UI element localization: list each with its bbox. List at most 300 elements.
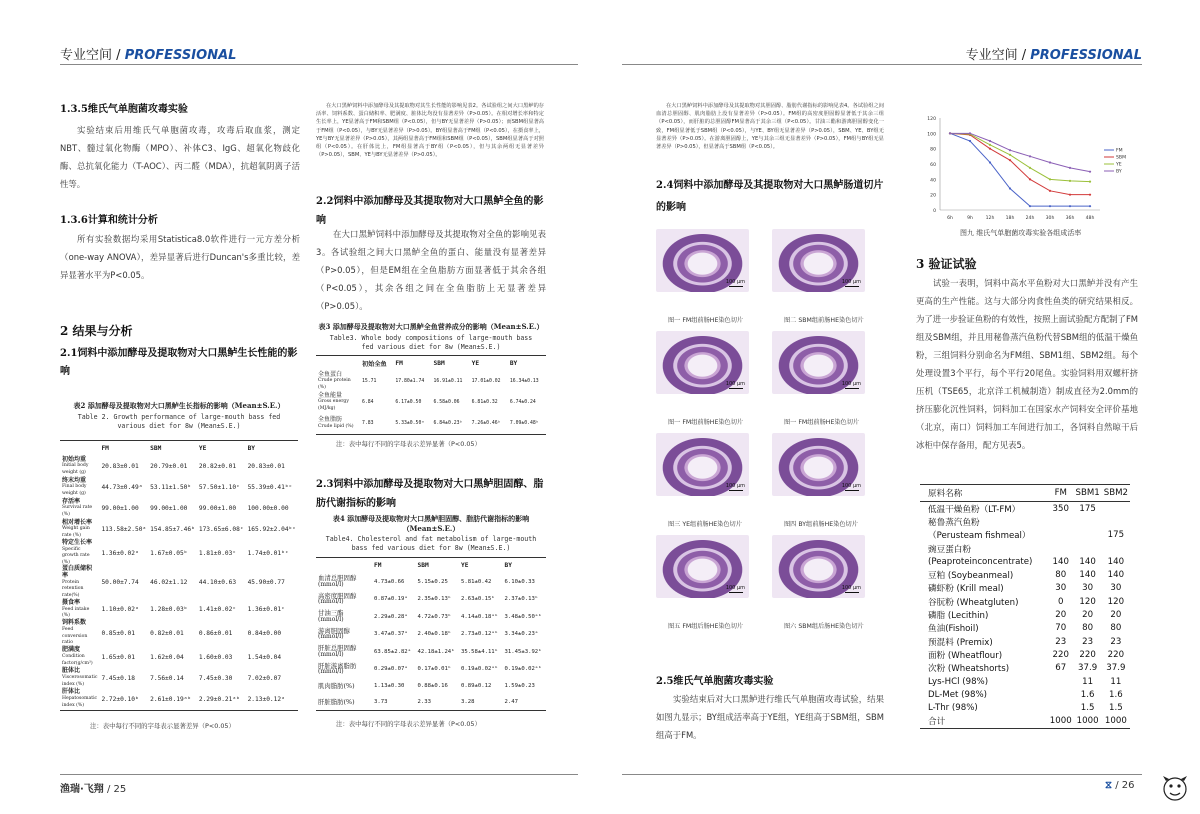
data-point [1089,181,1091,183]
row-label-cn: 肝体比 [62,688,81,696]
table-cell [1048,542,1073,555]
table-5-col: 原料名称 [928,489,963,499]
table-cell: 120 [1107,596,1125,607]
table-cell: 165.92±2.04ᵇᶜ [247,526,296,533]
table-cell: 2.33 [417,699,431,705]
table-cell: 0 [1058,596,1064,607]
table-cell: 1.54±0.04 [247,653,282,661]
row-label-cn: 终末均重 [62,476,87,484]
table-cell: 57.50±1.10ᶜ [198,484,240,491]
table-3-col: FM [395,360,403,367]
table-cell: 140 [1107,556,1125,567]
table-cell: 5.33±0.50ᵃ [395,421,425,426]
data-point [1069,205,1071,207]
row-label-unit: (mmol/l) [318,580,344,588]
data-point [1069,194,1071,196]
intestine-section-image [772,535,865,598]
photo-caption: 图五 FM组后肠HE染色切片 [668,623,744,630]
table-cell: 20 [1082,610,1094,621]
row-label-en: Feed conversion ratio [62,626,88,646]
table-row [920,635,1130,648]
table-row [920,608,1130,621]
table-cell: 4.72±0.73ᵇ [417,613,452,620]
table-row-label [316,608,372,626]
ingredient-name: 面粉 (Wheatflour) [928,650,1003,661]
table-cell: 20 [1055,610,1067,621]
table-cell: 7.45±0.18 [101,674,135,682]
header-right-sep: / [1021,48,1027,63]
table-cell: 1.81±0.03ᶜ [198,549,237,557]
table-cell: 46.02±1.12 [150,579,188,587]
table-row [920,502,1130,516]
data-point [969,140,971,142]
y-tick-label: 80 [930,147,936,153]
table-row [60,566,298,599]
table-cell: 173.65±6.08ᶜ [198,526,244,533]
table-row [920,622,1130,635]
page-number-right: / 26 [1115,780,1135,791]
table-cell: 2.37±0.13ᵇ [504,596,539,603]
table-cell: 2.73±0.12ᵃᵇ [461,631,499,638]
table-cell: 23 [1055,636,1067,647]
row-label-cn: 全鱼蛋白 [318,370,343,378]
table-row-label [60,498,99,519]
table-cell: 140 [1079,570,1096,581]
table-cell: 30 [1110,583,1122,594]
column-1 [60,100,300,381]
table-row-label [316,626,372,644]
intestine-section-image [656,535,749,598]
ingredient-name: （Perusteam fishmeal） [928,531,1031,542]
row-label-en: Viscerosomatic index (%) [62,674,98,687]
table-cell: 220 [1052,649,1069,660]
table-cell: 37.9 [1078,663,1098,674]
table-cell [1102,502,1130,516]
table-cell: 1000 [1104,716,1127,727]
table-cell: 50.00±7.74 [101,579,139,587]
scale-label: 100 μm [725,279,745,285]
header-rule-right [622,64,1142,65]
table-cell: 16.91±0.11 [433,379,463,384]
table-row-label [316,371,360,392]
table-cell: 1.5 [1109,703,1123,714]
table-cell: 3.28 [461,699,475,705]
table-cell: 350 [1052,503,1069,514]
intestine-section-image [772,331,865,394]
table-row-label [60,620,99,646]
table-cell: 7.83 [362,421,374,426]
x-tick-label: 36h [1065,216,1075,221]
table-row-label [60,477,99,498]
ingredient-name: 磷虾粉 (Krill meal) [928,584,1004,595]
table-cell: 99.00±1.00 [150,505,188,512]
scale-label: 100 μm [725,483,745,489]
scale-bar [729,286,743,287]
section-1-3-6-title: 1.3.6计算和统计分析 [60,215,158,226]
table-cell: 23 [1110,636,1122,647]
data-point [1069,180,1071,182]
survival-chart-svg [918,110,1140,232]
table-cell: 1.28±0.03ᵇ [150,606,188,614]
scale-label: 100 μm [725,585,745,591]
section-3-text: 试验一表明，饲料中高水平鱼粉对大口黑鲈并没有产生更高的生产性能。这与大部分肉食性鱼类的研究结果相反。为了进一步验证鱼粉的有效性，按照上面试验配方配制了FM组及SBM组，并且用秘鲁蒸汽鱼粉代替SBM组的低温干燥鱼粉，三组饲料分别命名为FM组、SBM1组、SBM2组。每个处理设置3个平行，每个平行20尾鱼。实验饲料用双螺杆挤压机（TSE65，北京洋工机械制造）制成直径为2.0mm的挤压膨化沉性饲料，饲料加工在国家水产饲料安全评价基地（北京，南口）饲料加工车间进行加工，各饲料自然晾干后冰柜中保存备用，配方见表5。 [916,278,1138,450]
scale-bar [729,592,743,593]
table-cell: 0.87±0.19ᵃ [374,596,408,603]
legend-label: BY [1116,169,1122,175]
data-point [1029,167,1031,169]
section-2-5-title: 2.5维氏气单胞菌攻毒实验 [656,676,774,687]
table-row [316,573,546,591]
table-cell: 44.10±0.63 [198,579,237,587]
row-label-cn: 蛋白质储积率 [62,565,93,579]
table-row-label [316,591,372,609]
table-cell: 55.39±0.41ᵇᶜ [247,484,293,491]
data-point [989,148,991,150]
table-row [60,689,298,710]
table-cell: 17.01±0.02 [471,379,501,384]
table-2-grid [60,441,298,710]
row-label-unit: (mmol/l) [318,598,344,606]
section-1-3-5-text: 实验结束后用维氏气单胞菌攻毒，攻毒后取血浆，测定NBT、髓过氧化物酶（MPO）、补体C3、IgG、超氧化物歧化酶、总抗氧化能力（T-AOC）、丙二醛（MDA），抗超氧阴离子活性等。 [60,125,300,189]
table-cell: 154.85±7.46ᵇ [150,526,195,533]
row-label-cn: 高密度胆固醇 [318,591,357,600]
scale-label: 100 μm [841,483,861,489]
section-2-3-title: 2.3饲料中添加酵母及提取物对大口黑鲈胆固醇、脂肪代谢指标的影响 [316,479,544,509]
table-row-label [60,647,99,668]
table-row [316,661,546,679]
table-cell: 45.90±0.77 [247,579,285,587]
table-cell: 0.19±0.02ᵃᵇ [461,666,499,673]
y-tick-label: 40 [930,178,936,184]
data-point [1029,178,1031,180]
table-row [60,540,298,566]
row-label-cn: 初始均重 [62,455,87,463]
table-cell: 1.6 [1109,689,1123,700]
table-cell: 1000 [1076,716,1099,727]
header-right-cn: 专业空间 [965,48,1018,63]
intestine-section-image [772,433,865,496]
row-label-en: Final body weight (g) [62,484,87,496]
column-3-top-text: 在大口黑鲈饲料中添加酵母及其提取物对其胆固醇、脂肪代谢指标的影响见表4。各试验组之间血清总胆固醇、肌肉脂肪上没有显著差异（P>0.05）。FM组的高密度胆固醇显著低于其余三组（P<0.05），而肝脏的总胆固醇FM显著高于其余三组（P<0.05）。甘油三酯和游离胆固醇变化一致，FM组显著低于SBM组（P<0.05），与YE、BY组无显著差异（P>0.05），SBM、YE、BY组无显著差异（P>0.05）。在游离胆固醇上，YE与其余三组无显著差异（P>0.05），FM组与BY组无显著差异（P>0.05），但显著高于SBM组（P<0.05）。 [656,103,884,151]
table-4 [316,514,546,728]
row-label-en: Specific growth rate (%) [62,546,90,565]
table-cell: 6.17±0.50 [395,400,422,405]
scale-label: 100 μm [725,381,745,387]
y-tick-label: 20 [930,193,936,199]
table-cell: 1.67±0.05ᵇ [150,549,188,557]
table-cell: 220 [1107,649,1125,660]
table-row [920,568,1130,581]
ingredient-name: 低温干燥鱼粉（LT-FM） [928,504,1021,515]
table-5 [920,484,1130,729]
table-cell: 2.29±0.28ᵃ [374,613,408,620]
table-cell: 140 [1079,556,1096,567]
table-cell: 3.48±0.50ᵃᵇ [504,613,542,620]
table-cell: 1.74±0.01ᵇᶜ [247,549,289,557]
section-2-4-title: 2.4饲料中添加酵母及其提取物对大口黑鲈肠道切片的影响 [656,180,884,213]
table-cell: 30 [1055,583,1067,594]
table-4-grid [316,557,546,710]
scale-label: 100 μm [841,279,861,285]
logo-icon: ⧖ [1105,780,1113,791]
table-cell: 175 [1107,530,1125,541]
y-tick-label: 60 [930,163,936,168]
intestine-section-image [656,229,749,292]
table-row [316,678,546,694]
table-3 [316,322,546,448]
y-tick-label: 100 [927,132,936,138]
footer-rule-left [60,774,578,775]
row-label-en: Weight gain rate (%) [62,526,90,538]
photo-caption: 图三 YE组前肠HE染色切片 [668,521,742,528]
intestine-section-image [656,331,749,394]
row-label-cn: 血清总胆固醇 [318,574,357,583]
intestine-section-image [656,433,749,496]
table-2-caption: 表2 添加酵母及提取物对大口黑鲈生长指标的影响（Mean±S.E.） [73,401,285,410]
table-2-col: BY [247,445,256,452]
row-label-cn: 肥满度 [62,646,81,654]
photo-caption: 图四 BY组前肠HE染色切片 [784,521,858,528]
data-point [1089,171,1091,173]
table-row-label [60,668,99,689]
table-row [920,529,1130,542]
table-cell: 20 [1110,610,1122,621]
ingredient-name: DL-Met (98%) [928,689,987,700]
table-4-caption-en: Table4. Cholesterol and fat metabolism of large-mouth bass fed various diet for 8w (Mean±S.E.) [325,535,537,552]
table-cell: 20.83±0.01 [101,463,139,470]
table-row [920,715,1130,728]
x-tick-label: 18h [1005,216,1015,221]
table-row-label [60,519,99,540]
x-tick-label: 24h [1025,216,1035,221]
row-label-en: Gross energy (MJ/kg) [318,399,349,411]
table-cell: 44.73±0.49ᵃ [101,484,143,491]
table-row [316,591,546,609]
table-cell: 140 [1107,570,1125,581]
ingredient-name: 次粉 (Wheatshorts) [928,664,1010,675]
footer-brand: 渔瑞·飞翔 [60,784,104,795]
table-cell: 6.84±0.23ᵇ [433,421,463,426]
table-cell: 1.5 [1080,703,1095,714]
y-tick-label: 0 [933,209,936,214]
header-right [966,44,1142,63]
table-row [920,582,1130,595]
table-row-label [316,678,372,694]
table-cell: 30 [1082,583,1094,594]
table-cell: 2.35±0.13ᵇ [417,596,452,603]
data-point [1089,205,1091,207]
data-point [989,144,991,146]
table-cell: 1.60±0.03 [198,653,233,661]
table-row [316,626,546,644]
table-cell: 0.17±0.01ᵇ [417,666,452,673]
table-row [60,647,298,668]
table-cell: 35.58±4.11ᵇ [461,648,499,655]
table-cell: 0.82±0.01 [150,630,184,638]
data-point [989,161,991,163]
table-cell: 0.88±0.16 [417,683,448,689]
ingredient-name: 豌豆蛋白粉 [928,544,971,555]
table-row [316,694,546,710]
intestine-section-image [772,229,865,292]
ingredient-name: 预混料 (Premix) [928,637,993,648]
figure-9-caption: 图九 维氏气单胞菌攻毒实验各组成活率 [960,229,1082,237]
table-row [316,371,546,392]
table-row [920,688,1130,701]
legend-label: FM [1116,148,1123,154]
header-left-sep: / [116,48,121,63]
table-cell: 7.56±0.14 [150,674,184,682]
data-point [989,140,991,142]
table-cell [1073,515,1101,528]
table-cell: 2.63±0.15ᵇ [461,596,495,603]
table-row [60,599,298,620]
table-cell [1048,701,1073,714]
ingredient-name: 秘鲁蒸汽鱼粉 [928,517,980,528]
table-row-label [316,661,372,679]
table-cell: 15.71 [362,379,377,384]
table-3-col: BY [509,360,518,367]
section-3-title: 3 验证试验 [916,257,977,271]
table-row [920,648,1130,661]
scale-label: 100 μm [841,585,861,591]
table-4-col: SBM [417,562,429,569]
ingredient-name: (Peaproteinconcentrate) [928,556,1033,567]
row-label-unit: (mmol/l) [318,615,344,623]
table-cell: 100.00±0.00 [247,505,289,512]
section-2-2-text: 在大口黑鲈饲料中添加酵母及其提取物对全鱼的影响见表3。各试验组之间大口黑鲈全鱼的蛋白、能量没有显著差异（P>0.05），但是EM组在全鱼脂肪方面显著低于其余各组（P<0.05），其余各组之间在全鱼脂肪上无显著差异（P>0.05）。 [316,229,546,311]
legend-label: SBM [1116,155,1127,161]
table-cell: 99.00±1.00 [101,505,139,512]
footer-left [60,780,126,795]
table-4-caption: 表4 添加酵母及提取物对大口黑鲈胆固醇、脂肪代谢指标的影响（Mean±S.E.） [332,514,530,533]
table-2-caption-en: Table 2. Growth performance of large-mouth bass fed various diet for 8w (Mean±S.E.) [77,413,281,430]
table-3-caption-en: Table3. Whole body compositions of large-mouth bass fed various diet for 8w (Mean±S.E.) [329,334,533,351]
data-point [1029,155,1031,157]
table-cell: 0.86±0.01 [198,630,233,638]
row-label-unit: (mmol/l) [318,633,344,641]
scale-label: 100 μm [841,381,861,387]
table-cell: 42.18±1.24ᵇ [417,648,455,655]
column-2-top-text: 在大口黑鲈饲料中添加酵母及其提取物对其生长性能的影响见表2。各试验组之间大口黑鲈的存活率、饲料系数、蛋白储积率、肥满度、脏体比均没有显著差异（P>0.05）。在相对增长率和特定生长率上，YE显著高于FM和SBM组（P<0.05），但与BY无显著差异（P>0.05）；而SBM组显著高于FM组（P<0.05），与BY无显著差异（P>0.05）。BY组显著高于FM组（P<0.05），在摄食率上，YE与BY无显著差异（P>0.05），其两组显著高于FM组和SBM组（P<0.05），SBM组显著高于对照组（P<0.05）。在肝体比上，FM组显著高于BY组（P<0.05），但与其余两组无显著差异（P>0.05），SBM、YE与BY无显著差异（P>0.05）。 [316,103,544,159]
mascot-icon [1158,772,1192,806]
table-row [920,662,1130,675]
row-label-cn: 相对增长率 [62,518,93,526]
table-cell [1073,529,1101,542]
footer-right [1105,780,1135,791]
table-row [920,675,1130,688]
table-cell: 0.84±0.00 [247,630,282,638]
data-point [949,132,951,134]
table-4-col: FM [374,562,382,569]
page-number-left: / 25 [107,784,127,795]
table-cell: 23 [1082,636,1094,647]
data-point [1029,205,1031,207]
photo-caption: 图一 FM组前肠HE染色切片 [784,419,860,426]
table-cell: 1.62±0.04 [150,653,184,661]
scale-bar [729,490,743,491]
table-cell: 37.9 [1106,663,1126,674]
table-cell: 6.58±0.06 [433,400,460,405]
header-right-en: PROFESSIONAL [1030,48,1142,63]
x-tick-label: 6h [947,216,953,221]
table-cell: 67 [1055,663,1067,674]
table-cell: 3.47±0.37ᵃ [374,631,408,638]
table-3-col: 初始全鱼 [362,361,387,368]
row-label-unit: (mmol/l) [318,668,344,676]
row-label-cn: 脏体比 [62,667,81,675]
table-cell: 7.45±0.30 [198,674,233,682]
table-cell: 2.47 [504,699,518,705]
table-cell: 3.34±0.23ᵃ [504,631,539,638]
row-label-cn: 肌肉脂肪(%) [318,681,355,690]
table-row [316,643,546,661]
header-left-en: PROFESSIONAL [124,48,237,63]
table-cell: 0.85±0.01 [101,630,135,638]
row-label-cn: 全鱼脂肪 [318,415,343,423]
table-cell: 1.59±0.23 [504,683,535,689]
data-point [969,132,971,134]
row-label-cn: 肝脏总胆固醇 [318,644,357,653]
table-5-col: SBM1 [1075,488,1100,498]
row-label-cn: 饲料系数 [62,619,87,627]
table-5-col: FM [1054,488,1067,498]
table-cell: 99.00±1.00 [198,505,237,512]
header-rule-left [60,64,578,65]
header-left [60,44,236,63]
row-label-en: Crude protein (%) [318,378,351,390]
survival-chart [918,110,1140,232]
table-cell: 1.36±0.02ᵃ [101,549,139,557]
table-cell: 7.26±0.46ᵇ [471,421,501,426]
section-2-title: 2 结果与分析 [60,324,133,338]
ingredient-name: 豆粕 (Soybeanmeal) [928,571,1014,582]
table-cell: 7.09±0.48ᵇ [509,421,539,426]
table-cell: 31.45±3.92ᵇ [504,648,542,655]
table-3-col: YE [471,360,480,367]
table-row [60,668,298,689]
table-cell: 6.74±0.24 [509,400,536,405]
table-row [920,555,1130,568]
table-cell: 0.89±0.12 [461,683,492,689]
row-label-cn: 肝脏脂肪(%) [318,697,355,706]
table-row [920,542,1130,555]
table-4-col: YE [461,562,469,569]
y-tick-label: 120 [927,117,936,122]
data-point [1049,161,1051,163]
table-cell: 1.65±0.01 [101,653,135,661]
table-cell: 5.81±0.42 [461,578,492,585]
ingredient-name: 合计 [928,717,946,728]
table-row [316,608,546,626]
table-3-note: 注：表中每行不同的字母表示差异显著（P<0.05） [336,440,481,448]
x-tick-label: 30h [1045,216,1055,221]
row-label-en: Condition factor(g/cm³) [62,653,93,666]
data-point [1049,190,1051,192]
table-cell: 20.83±0.01 [247,463,285,470]
table-cell: 2.29±0.21ᵃᵇ [198,695,240,703]
table-cell: 20.82±0.01 [198,463,237,470]
table-3-grid [316,355,546,434]
table-cell: 2.61±0.19ᵃᵇ [150,695,192,703]
row-label-cn: 肝脏游离脂肪 [318,661,357,670]
ingredient-name: 磷脂 (Lecithin) [928,611,989,622]
table-cell: 20.79±0.01 [150,463,188,470]
table-cell [1102,515,1130,528]
header-left-cn: 专业空间 [60,48,113,63]
photo-caption: 图一 FM组前肠HE染色切片 [668,419,744,426]
table-cell: 6.10±0.33 [504,578,535,585]
